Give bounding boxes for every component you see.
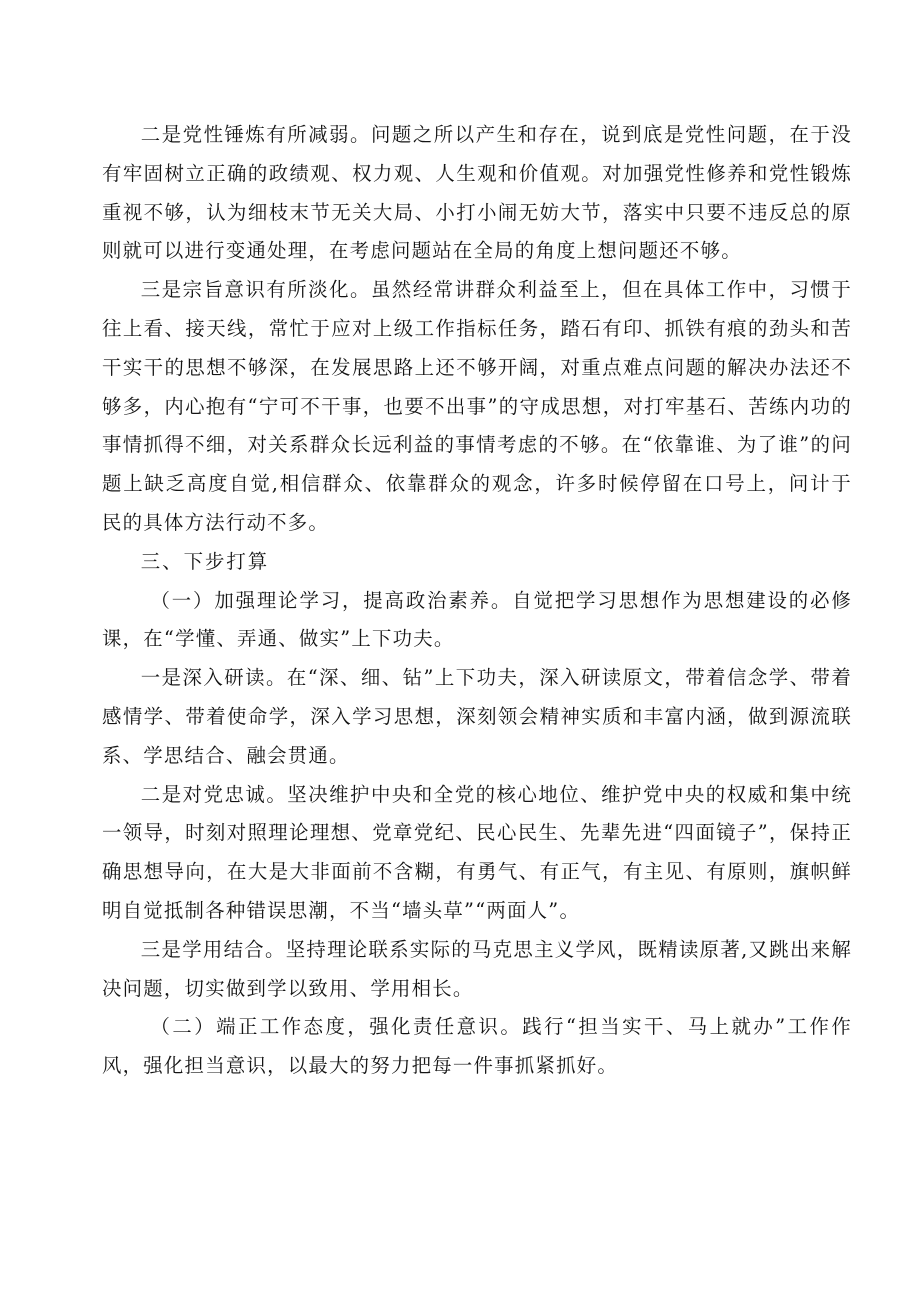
paragraph-loyalty: 二是对党忠诚。坚决维护中央和全党的核心地位、维护党中央的权威和集中统一领导，时刻对照理论理想、党章党纪、民心民生、先辈先进“四面镜子”，保持正确思想导向，在大是大非面前不含糊，有勇气、有正气，有主见、有原则，旗帜鲜明自觉抵制各种错误思潮，不当“墙头草”“两面人”。 (102, 782, 852, 922)
section-heading-next-steps: 三、下步打算 (140, 549, 270, 573)
subsection-heading-work-attitude: （二）端正工作态度，强化责任意识。践行“担当实干、马上就办”工作作风，强化担当意识，以最大的努力把每一件事抓紧抓好。 (102, 1015, 852, 1078)
paragraph-in-depth-study: 一是深入研读。在“深、细、钻”上下功夫，深入研读原文，带着信念学、带着感情学、带着使命学，深入学习思想，深刻领会精神实质和丰富内涵，做到源流联系、学思结合、融会贯通。 (102, 666, 852, 767)
document-body (102, 116, 852, 1086)
paragraph-purpose-awareness: 三是宗旨意识有所淡化。虽然经常讲群众利益至上，但在具体工作中，习惯于往上看、接天线，常忙于应对上级工作指标任务，踏石有印、抓铁有痕的劲头和苦干实干的思想不够深，在发展思路上还不够开阔，对重点难点问题的解决办法还不够多，内心抱有“宁可不干事，也要不出事”的守成思想，对打牢基石、苦练内功的事情抓得不细，对关系群众长远利益的事情考虑的不够。在“依靠谁、为了谁”的问题上缺乏高度自觉,相信群众、依靠群众的观念，许多时候停留在口号上，问计于民的具体方法行动不多。 (102, 278, 852, 534)
subsection-heading-theory-study: （一）加强理论学习，提高政治素养。自觉把学习思想作为思想建设的必修课，在“学懂、弄通、做实”上下功夫。 (102, 588, 852, 651)
paragraph-party-spirit: 二是党性锤炼有所减弱。问题之所以产生和存在，说到底是党性问题，在于没有牢固树立正确的政绩观、权力观、人生观和价值观。对加强党性修养和党性锻炼重视不够，认为细枝末节无关大局、小打小闹无妨大节，落实中只要不违反总的原则就可以进行变通处理，在考虑问题站在全局的角度上想问题还不够。 (102, 123, 852, 263)
paragraph-theory-practice: 三是学用结合。坚持理论联系实际的马克思主义学风，既精读原著,又跳出来解决问题，切实做到学以致用、学用相长。 (102, 937, 852, 1000)
